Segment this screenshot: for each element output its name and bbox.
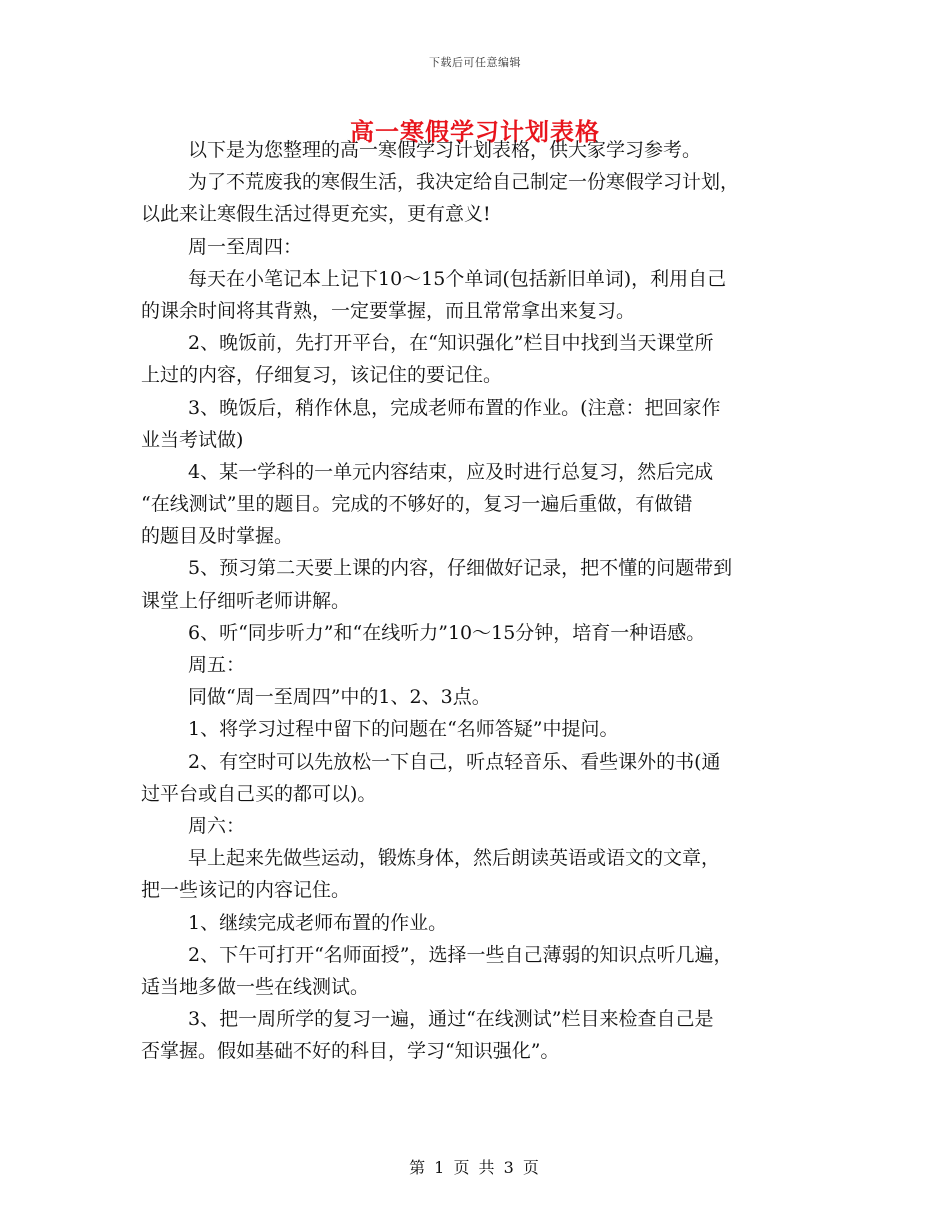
body-line: 为了不荒废我的寒假生活，我决定给自己制定一份寒假学习计划， <box>188 171 740 194</box>
body-line: 3、晚饭后，稍作休息，完成老师布置的作业。(注意：把回家作 <box>188 396 721 419</box>
body-line: 1、将学习过程中留下的问题在“名师答疑”中提问。 <box>188 718 619 741</box>
body-line: 5、预习第二天要上课的内容，仔细做好记录，把不懂的问题带到 <box>188 557 733 580</box>
body-line: 4、某一学科的一单元内容结束，应及时进行总复习，然后完成 <box>188 460 714 483</box>
body-line: 2、有空时可以先放松一下自己，听点轻音乐、看些课外的书(通 <box>188 750 721 773</box>
body-line: 上过的内容，仔细复习，该记住的要记住。 <box>141 364 503 387</box>
body-line: 把一些该记的内容记住。 <box>141 879 351 902</box>
body-line: 课堂上仔细听老师讲解。 <box>141 589 351 612</box>
body-line: 1、继续完成老师布置的作业。 <box>188 911 448 934</box>
document-body <box>141 134 813 1067</box>
body-line: 以此来让寒假生活过得更充实，更有意义! <box>141 203 491 226</box>
body-line: 每天在小笔记本上记下10～15个单词(包括新旧单词)，利用自己 <box>188 267 727 290</box>
body-line: 2、晚饭前，先打开平台，在“知识强化”栏目中找到当天课堂所 <box>188 332 714 355</box>
body-line: 周六： <box>188 814 246 837</box>
body-line: 同做“周一至周四”中的1、2、3点。 <box>188 686 491 709</box>
document-title: 高一寒假学习计划表格 <box>350 117 600 146</box>
body-line: 周五： <box>188 654 246 676</box>
header-note: 下载后可任意编辑 <box>429 56 521 69</box>
body-line: 的课余时间将其背熟，一定要掌握，而且常常拿出来复习。 <box>141 299 636 322</box>
body-line: 6、听“同步听力”和“在线听力”10～15分钟，培育一种语感。 <box>188 621 706 644</box>
body-line: 过平台或自己买的都可以)。 <box>141 782 377 805</box>
body-line: 3、把一周所学的复习一遍，通过“在线测试”栏目来检查自己是 <box>188 1008 714 1031</box>
body-line: 否掌握。假如基础不好的科目，学习“知识强化”。 <box>141 1040 560 1063</box>
body-line: 周一至周四： <box>188 235 303 258</box>
body-line: 的题目及时掌握。 <box>141 525 294 548</box>
page-footer: 第 1 页 共 3 页 <box>409 1158 541 1177</box>
body-line: 2、下午可打开“名师面授”，选择一些自己薄弱的知识点听几遍， <box>188 943 733 966</box>
body-line: 业当考试做) <box>141 428 244 451</box>
body-line: “在线测试”里的题目。完成的不够好的，复习一遍后重做，有做错 <box>141 493 693 516</box>
body-line: 早上起来先做些运动，锻炼身体，然后朗读英语或语文的文章， <box>188 847 721 870</box>
body-line: 适当地多做一些在线测试。 <box>141 975 370 998</box>
body-line: 以下是为您整理的高一寒假学习计划表格，供大家学习参考。 <box>188 139 702 161</box>
